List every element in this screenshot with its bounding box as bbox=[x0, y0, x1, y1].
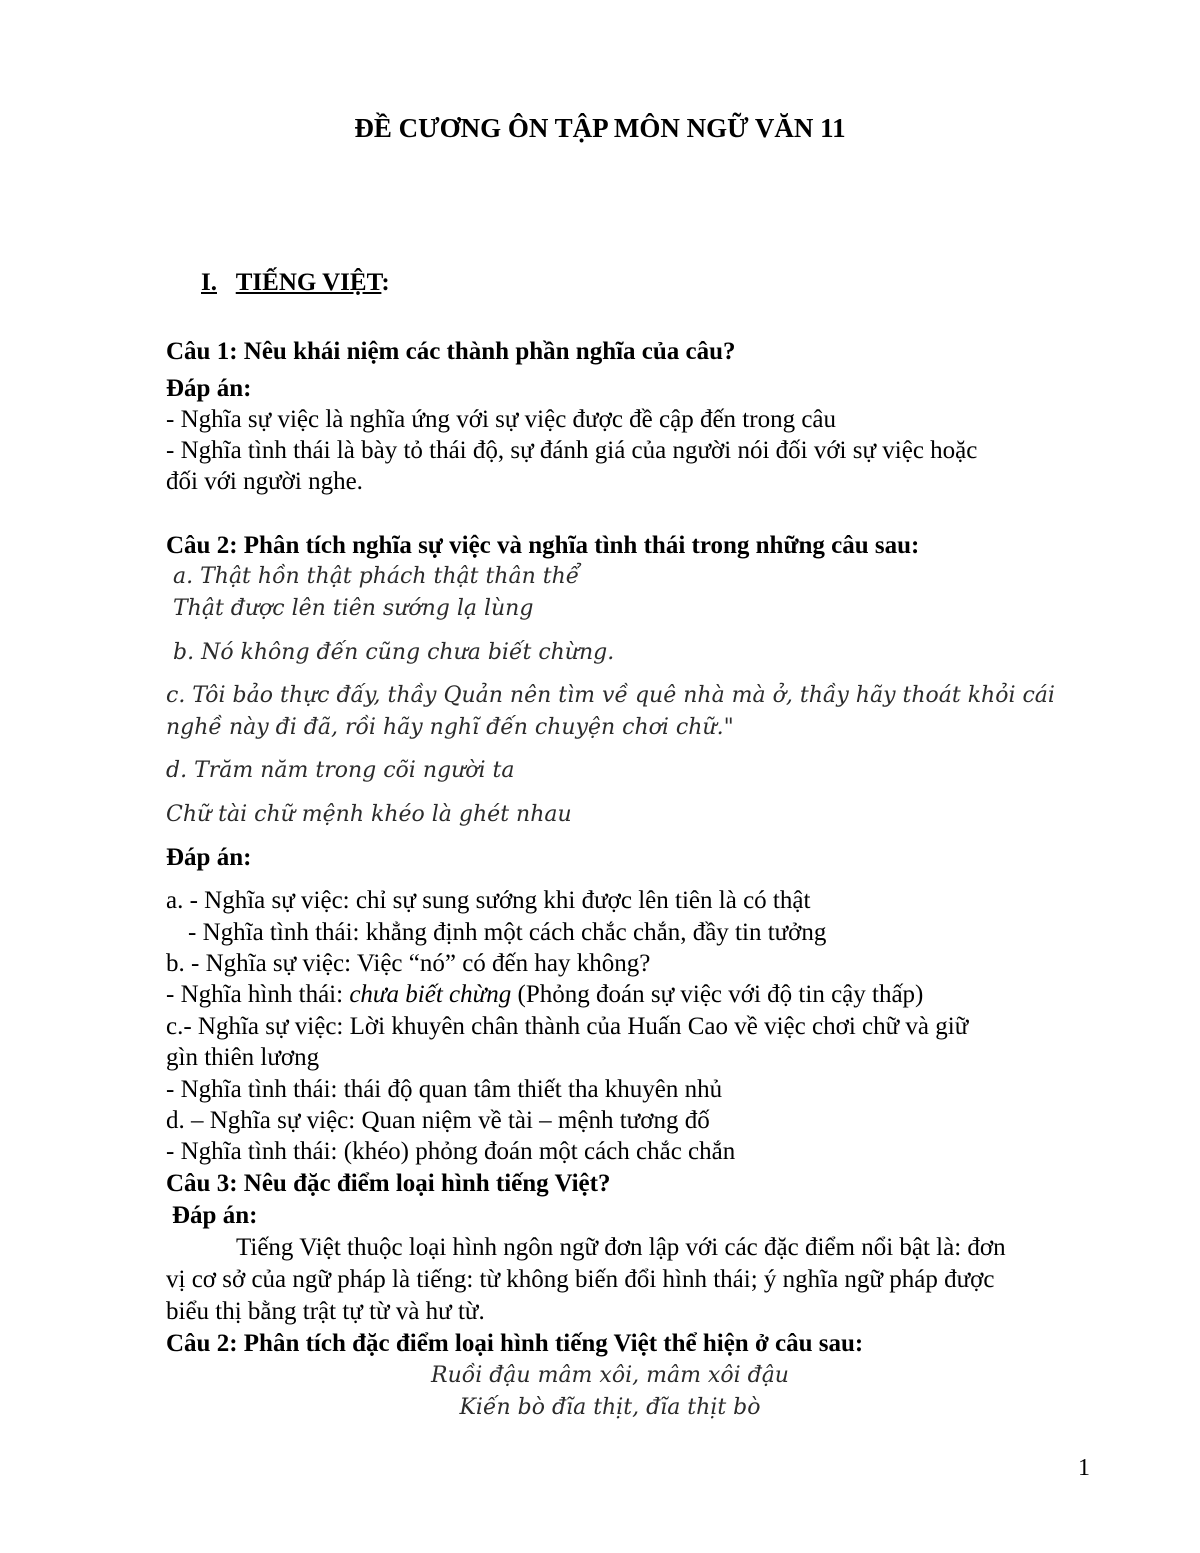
q1-answer-label: Đáp án: bbox=[166, 375, 252, 402]
q3-answer-label: Đáp án: bbox=[172, 1202, 258, 1229]
q4-question: Câu 2: Phân tích đặc điểm loại hình tiếng Việt thể hiện ở câu sau: bbox=[166, 1330, 864, 1357]
q2-answer-b-2-italic: chưa biết chừng bbox=[349, 981, 512, 1008]
q2-answer-d-2: - Nghĩa tình thái: (khéo) phỏng đoán một cách chắc chắn bbox=[166, 1138, 736, 1165]
q2-answer-a-2: - Nghĩa tình thái: khẳng định một cách chắc chắn, đầy tin tưởng bbox=[188, 919, 827, 946]
q1-answer-3: đối với người nghe. bbox=[166, 468, 363, 495]
q3-paragraph-2: vị cơ sở của ngữ pháp là tiếng: từ không biến đổi hình thái; ý nghĩa ngữ pháp được bbox=[166, 1266, 995, 1293]
document-title: ĐỀ CƯƠNG ÔN TẬP MÔN NGỮ VĂN 11 bbox=[354, 113, 846, 143]
q4-poem-line-1: Ruồi đậu mâm xôi, mâm xôi đậu bbox=[431, 1363, 789, 1388]
q2-example-c-2: nghề này đi đã, rồi hãy nghĩ đến chuyện chơi chữ." bbox=[166, 715, 734, 740]
q1-question: Câu 1: Nêu khái niệm các thành phần nghĩa của câu? bbox=[166, 338, 736, 365]
q2-answer-a-1: a. - Nghĩa sự việc: chỉ sự sung sướng khi được lên tiên là có thật bbox=[166, 887, 811, 914]
section-heading bbox=[201, 268, 390, 298]
q2-answer-label: Đáp án: bbox=[166, 844, 252, 871]
q2-answer-c-2: gìn thiên lương bbox=[166, 1044, 320, 1071]
q2-example-a-1: a. Thật hồn thật phách thật thân thể bbox=[173, 564, 580, 589]
q2-answer-c-3: - Nghĩa tình thái: thái độ quan tâm thiết tha khuyên nhủ bbox=[166, 1076, 723, 1103]
q1-answer-1: - Nghĩa sự việc là nghĩa ứng với sự việc được đề cập đến trong câu bbox=[166, 406, 837, 433]
q2-answer-b-1: b. - Nghĩa sự việc: Việc “nó” có đến hay không? bbox=[166, 950, 651, 977]
q2-answer-d-1: d. – Nghĩa sự việc: Quan niệm về tài – mệnh tương đố bbox=[166, 1107, 710, 1134]
q2-answer-b-2 bbox=[166, 980, 923, 1010]
q3-paragraph-3: biểu thị bằng trật tự từ và hư từ. bbox=[166, 1298, 485, 1325]
q2-answer-c-1: c.- Nghĩa sự việc: Lời khuyên chân thành của Huấn Cao về việc chơi chữ và giữ bbox=[166, 1013, 969, 1040]
q2-example-b: b. Nó không đến cũng chưa biết chừng. bbox=[173, 640, 615, 665]
q2-example-d-2: Chữ tài chữ mệnh khéo là ghét nhau bbox=[166, 802, 572, 827]
q3-paragraph-1: Tiếng Việt thuộc loại hình ngôn ngữ đơn lập với các đặc điểm nổi bật là: đơn bbox=[236, 1234, 1006, 1261]
page-number: 1 bbox=[1078, 1455, 1090, 1481]
q1-answer-2: - Nghĩa tình thái là bày tỏ thái độ, sự đánh giá của người nói đối với sự việc hoặc bbox=[166, 437, 978, 464]
q2-answer-b-2-suffix: (Phỏng đoán sự việc với độ tin cậy thấp) bbox=[511, 981, 924, 1008]
section-label: TIẾNG VIỆT bbox=[235, 269, 382, 296]
q2-example-d-1: d. Trăm năm trong cõi người ta bbox=[166, 758, 515, 783]
section-number: I. bbox=[201, 269, 217, 296]
q3-question: Câu 3: Nêu đặc điểm loại hình tiếng Việt? bbox=[166, 1170, 611, 1197]
q2-example-c-1: c. Tôi bảo thực đấy, thầy Quản nên tìm về quê nhà mà ở, thầy hãy thoát khỏi cái bbox=[166, 683, 1055, 708]
q2-answer-b-2-prefix: - Nghĩa hình thái: bbox=[166, 981, 350, 1008]
section-colon: : bbox=[381, 269, 390, 296]
q2-question: Câu 2: Phân tích nghĩa sự việc và nghĩa tình thái trong những câu sau: bbox=[166, 532, 920, 559]
q2-example-a-2: Thật được lên tiên sướng lạ lùng bbox=[173, 596, 534, 621]
q4-poem-line-2: Kiến bò đĩa thịt, đĩa thịt bò bbox=[459, 1395, 761, 1420]
